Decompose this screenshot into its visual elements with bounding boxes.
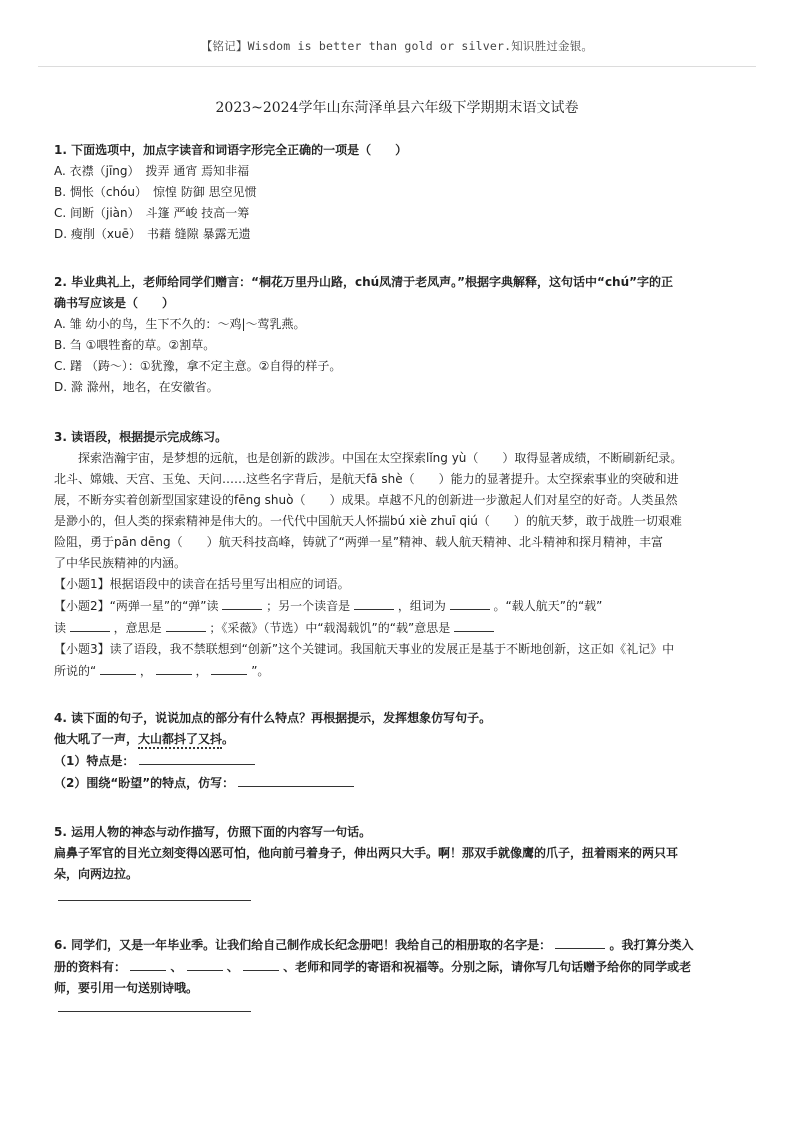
- header-motto: 【铭记】Wisdom is better than gold or silver.知识胜过金银。: [200, 39, 594, 53]
- q6-text: 、老师和同学的寄语和祝福等。分别之际，请你写几句话赠予给你的同学或老: [283, 960, 692, 974]
- q3-sub2-text: 。“载人航天”的“载”: [493, 599, 603, 613]
- q5-line: 朵，向两边拉。: [54, 867, 139, 881]
- q3-sub2-text: 读: [54, 621, 67, 635]
- q5-stem: 5. 运用人物的神态与动作描写，仿照下面的内容写一句话。: [54, 825, 372, 839]
- q6-text: 。我打算分类入: [609, 938, 694, 952]
- answer-blank[interactable]: [450, 595, 490, 610]
- q2-option-d: D. 滁 滁州，地名，在安徽省。: [54, 380, 219, 394]
- q3-sub2-line1: [54, 595, 744, 617]
- question-5: [54, 822, 744, 885]
- answer-blank[interactable]: [211, 660, 247, 675]
- answer-blank[interactable]: [156, 660, 192, 675]
- question-1: [54, 140, 744, 245]
- q6-line2: [54, 956, 744, 978]
- q2-stem-line2: 确书写应该是（ ）: [54, 296, 175, 310]
- q3-sub3-text: 所说的“: [54, 664, 97, 678]
- q3-sub3-line1: 【小题3】读了语段，我不禁联想到“创新”这个关键词。我国航天事业的发展正是基于不断地创新，这正如《礼记》中: [54, 642, 675, 656]
- answer-blank[interactable]: [166, 617, 206, 632]
- q3-paragraph-line: 险阻，勇于pān dēng（ ）航天科技高峰，铸就了“两弹一星”精神、载人航天精神、北斗精神和探月精神，丰富: [54, 535, 664, 549]
- answer-blank[interactable]: [70, 617, 110, 632]
- q2-option-c: C. 躇 （踌～）：①犹豫，拿不定主意。②自得的样子。: [54, 359, 342, 373]
- q4-sentence: [54, 729, 744, 750]
- q3-sub1: 【小题1】根据语段中的读音在括号里写出相应的词语。: [54, 577, 350, 591]
- answer-blank[interactable]: [187, 956, 223, 971]
- header-divider: [38, 66, 756, 67]
- question-4: [54, 708, 744, 794]
- q3-sub3-text: ”。: [251, 664, 270, 678]
- q2-stem-line1: 2. 毕业典礼上，老师给同学们赠言：“桐花万里丹山路，chú凤清于老凤声。”根据字典解释，这句话中“chú”字的正: [54, 275, 674, 289]
- q3-paragraph-line: 北斗、嫦娥、天宫、玉兔、天问……这些名字背后，是航天fā shè（ ）能力的显著提升。太空探索事业的突破和进: [54, 472, 679, 486]
- q6-text: 册的资料有：: [54, 960, 127, 974]
- q3-sub2-text: ，意思是: [113, 621, 162, 635]
- q3-paragraph-line: 展，不断夯实着创新型国家建设的fēng shuò（ ）成果。卓越不凡的创新进一步激起人们对星空的好奇。人类虽然: [54, 493, 678, 507]
- q4-prompt-1-label: （1）特点是：: [54, 754, 135, 768]
- answer-blank[interactable]: [555, 934, 605, 949]
- answer-blank[interactable]: [238, 772, 354, 787]
- q1-option-b: B. 惆怅（chóu） 惊惶 防御 思空见惯: [54, 185, 257, 199]
- answer-blank[interactable]: [243, 956, 279, 971]
- q6-line1: [54, 934, 744, 956]
- q6-text: 6. 同学们，又是一年毕业季。让我们给自己制作成长纪念册吧！我给自己的相册取的名字是：: [54, 938, 552, 952]
- q1-option-a: A. 衣襟（jīng） 拨弄 通宵 焉知非福: [54, 164, 250, 178]
- q1-option-d: D. 瘦削（xuē） 书藉 缝隙 暴露无遗: [54, 227, 251, 241]
- q1-stem: 1. 下面选项中，加点字读音和词语字形完全正确的一项是（ ）: [54, 143, 408, 157]
- q4-sentence-emphasis: 大山都抖了又抖: [138, 732, 222, 749]
- q3-sub2-text: ；《采薇》（节选）中“载渴载饥”的“载”意思是: [209, 621, 451, 635]
- q2-option-b: B. 刍 ①喂牲畜的草。②割草。: [54, 338, 216, 352]
- q4-prompt-1: [54, 750, 744, 772]
- q6-sep: 、: [226, 960, 239, 974]
- question-3: [54, 427, 744, 682]
- q6-sep: 、: [170, 960, 183, 974]
- q3-paragraph-line: 了中华民族精神的内涵。: [54, 556, 187, 570]
- q4-sentence-pre: 他大吼了一声，: [54, 732, 139, 746]
- q4-sentence-post: 。: [222, 732, 235, 746]
- q3-sub2-line2: [54, 617, 744, 639]
- q4-prompt-2-label: （2）围绕“盼望”的特点，仿写：: [54, 776, 235, 790]
- question-6: [54, 934, 744, 999]
- q5-answer-line[interactable]: [58, 900, 251, 901]
- answer-blank[interactable]: [100, 660, 136, 675]
- q6-answer-line[interactable]: [58, 1011, 251, 1012]
- q3-paragraph-line: 探索浩瀚宇宙，是梦想的远航，也是创新的跋涉。中国在太空探索lǐng yù（ ）取得显著成绩，不断刷新纪录。: [78, 451, 683, 465]
- q3-paragraph-line: 是渺小的，但人类的探索精神是伟大的。一代代中国航天人怀揣bú xiè zhuī qiú（ ）的航天梦，敢于战胜一切艰难: [54, 514, 682, 528]
- q3-sub2-text: ，组词为: [397, 599, 446, 613]
- q3-sub3-line2: [54, 660, 744, 682]
- answer-blank[interactable]: [130, 956, 166, 971]
- answer-blank[interactable]: [139, 750, 255, 765]
- q1-option-c: C. 间断（jiàn） 斗篷 严峻 技高一筹: [54, 206, 250, 220]
- answer-blank[interactable]: [454, 617, 494, 632]
- question-2: [54, 272, 744, 398]
- q4-prompt-2: [54, 772, 744, 794]
- q3-sub3-sep: ，: [139, 664, 152, 678]
- q3-sub3-sep: ，: [195, 664, 208, 678]
- q4-stem: 4. 读下面的句子，说说加点的部分有什么特点？再根据提示，发挥想象仿写句子。: [54, 711, 492, 725]
- page-title: 2023~2024学年山东菏泽单县六年级下学期期末语文试卷: [215, 100, 579, 116]
- q3-sub2-text: 【小题2】“两弹一星”的“弹”读: [54, 599, 219, 613]
- answer-blank[interactable]: [222, 595, 262, 610]
- q3-sub2-text: ；另一个读音是: [266, 599, 351, 613]
- answer-blank[interactable]: [354, 595, 394, 610]
- q3-stem: 3. 读语段，根据提示完成练习。: [54, 430, 228, 444]
- q6-line3: 师，要引用一句送别诗哦。: [54, 981, 199, 995]
- q5-line: 扁鼻子军官的目光立刻变得凶恶可怕，他向前弓着身子，伸出两只大手。啊！那双手就像鹰的爪子，扭着雨来的两只耳: [54, 846, 679, 860]
- q2-option-a: A. 雏 幼小的鸟，生下不久的：～鸡|～莺乳燕。: [54, 317, 306, 331]
